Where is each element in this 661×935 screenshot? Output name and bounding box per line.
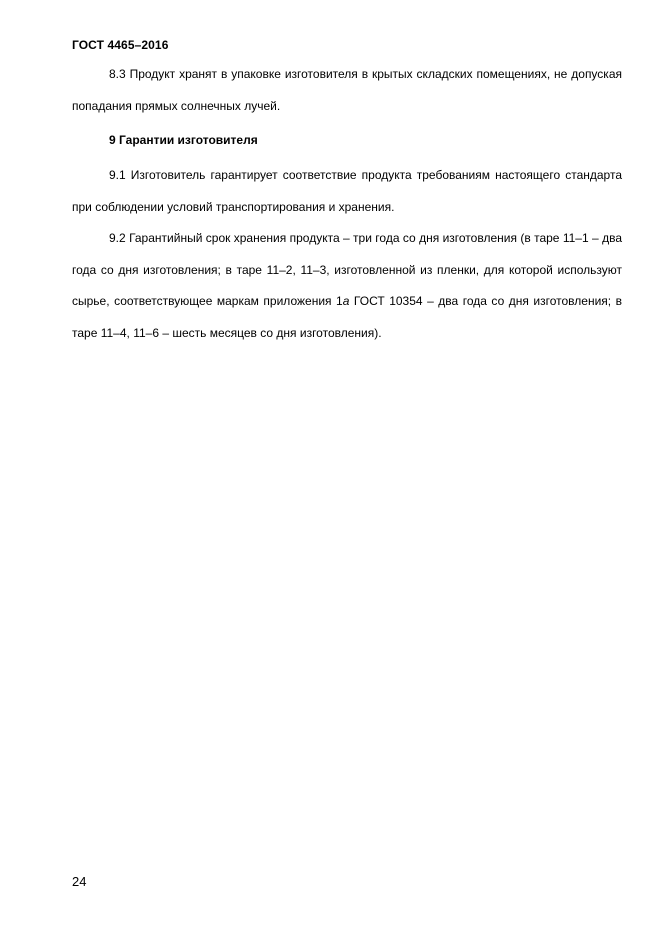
paragraph-9-2-text-a: 9.2 Гарантийный срок хранения продукта – три года со дня изготовления (в таре 11–1 – два года со дня изготовления; в таре 11–2, 11–3, изготовленной из пленки, для которой используют сырье, соответствующее маркам приложения 1: [72, 231, 622, 308]
paragraph-9-2-text-b: ГОСТ 10354 – два года со дня изготовления; в таре 11–4, 11–6 – шесть месяцев со дня изготовления).: [72, 294, 623, 340]
page-number: 24: [72, 874, 87, 889]
section-title-9: 9 Гарантии изготовителя: [109, 133, 258, 147]
document-body: [72, 59, 622, 349]
paragraph-9-1: 9.1 Изготовитель гарантирует соответствие продукта требованиям настоящего стандарта при соблюдении условий транспортирования и хранения.: [72, 168, 622, 214]
document-header: ГОСТ 4465–2016: [72, 38, 169, 52]
paragraph-9-2-italic: а: [342, 294, 350, 308]
paragraph-8-3: 8.3 Продукт хранят в упаковке изготовителя в крытых складских помещениях, не допуская попадания прямых солнечных лучей.: [72, 67, 622, 113]
paragraph-9-2: [72, 223, 622, 349]
